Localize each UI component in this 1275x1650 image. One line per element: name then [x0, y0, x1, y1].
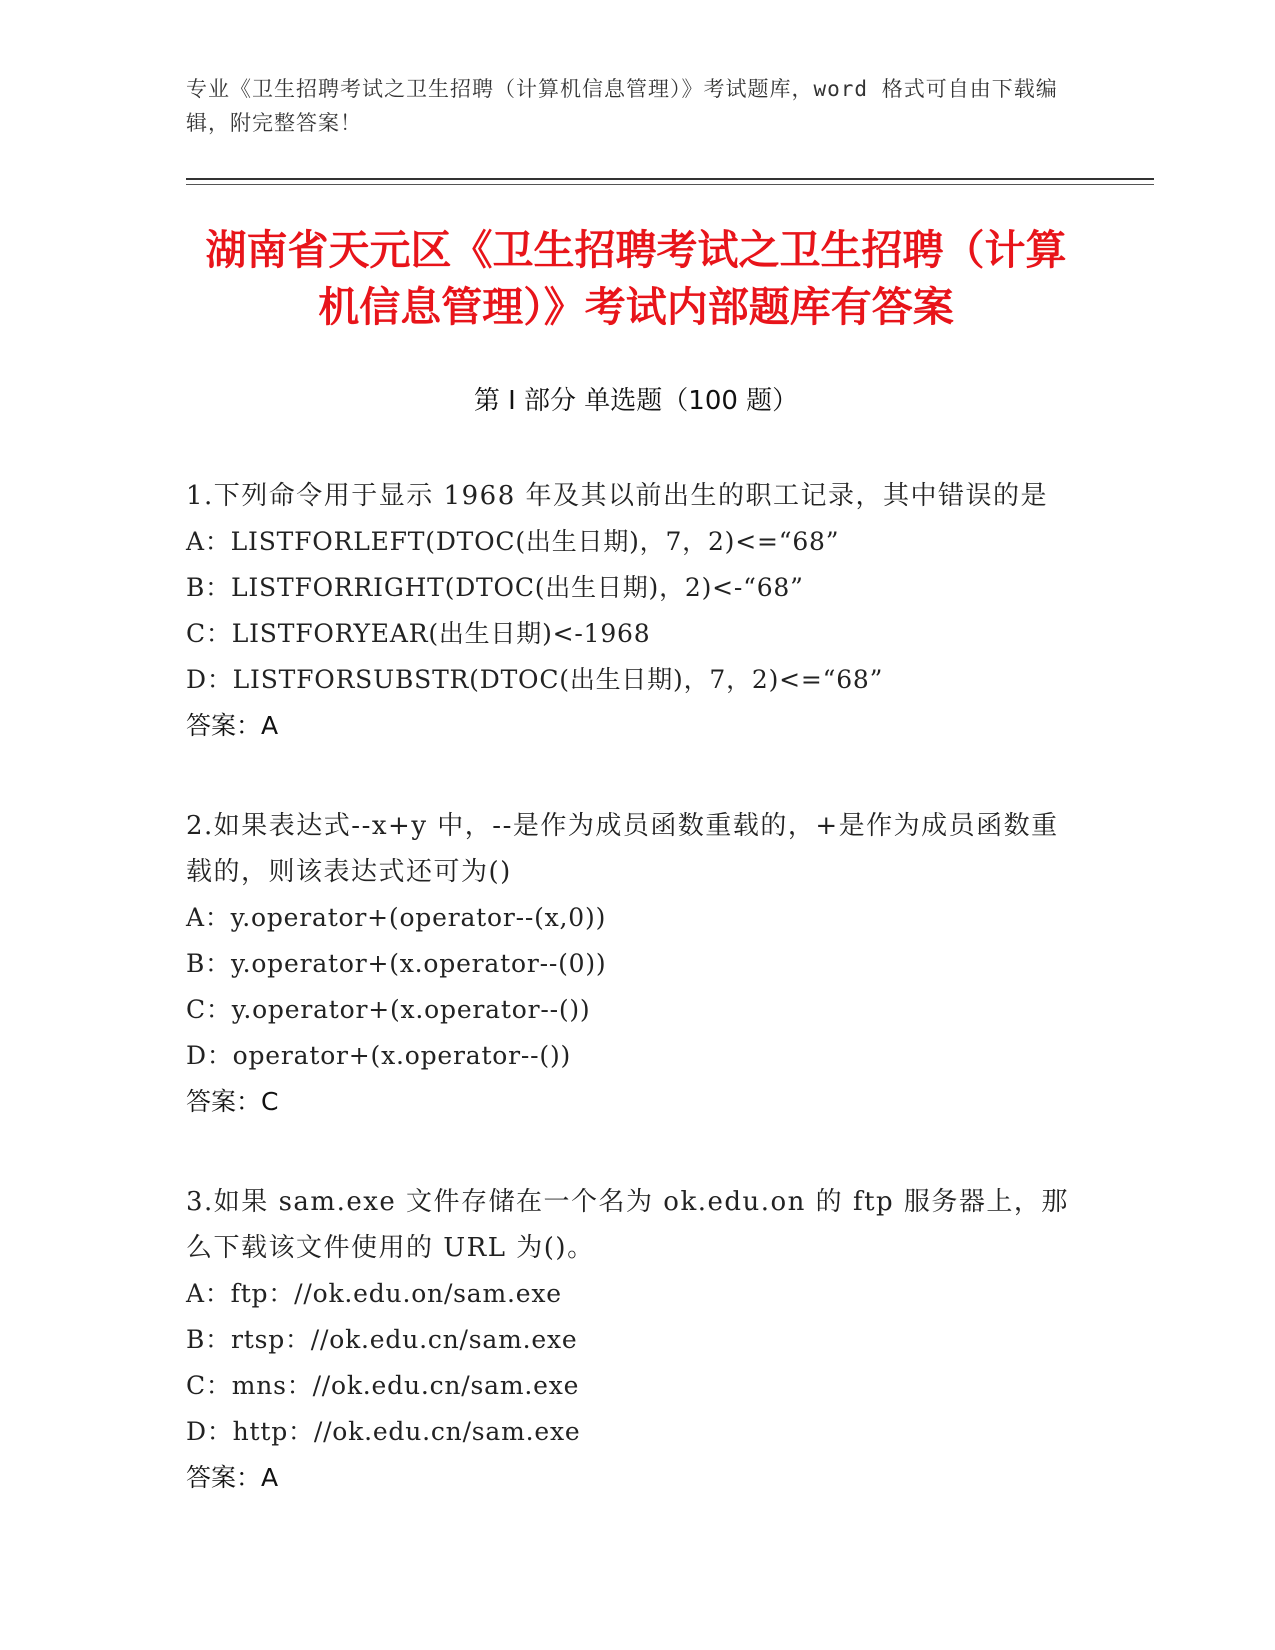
option-a: A：ftp：//ok.edu.on/sam.exe	[186, 1279, 562, 1308]
option-b: B：rtsp：//ok.edu.cn/sam.exe	[186, 1325, 578, 1354]
header-note: 专业《卫生招聘考试之卫生招聘（计算机信息管理）》考试题库，word 格式可自由下载编辑，附完整答案！	[186, 77, 1058, 135]
header-divider	[186, 178, 1154, 180]
question-stem: 1.下列命令用于显示 1968 年及其以前出生的职工记录，其中错误的是	[186, 481, 1049, 511]
option-d: D：http：//ok.edu.cn/sam.exe	[186, 1417, 581, 1446]
header-divider-thin	[186, 184, 1154, 185]
option-d: D：LISTFORSUBSTR(DTOC(出生日期)，7，2)<=“68”	[186, 665, 884, 694]
question-1	[186, 473, 1086, 749]
question-stem: 3.如果 sam.exe 文件存储在一个名为 ok.edu.on 的 ftp 服务器上，那么下载该文件使用的 URL 为()。	[186, 1187, 1069, 1263]
question-3	[186, 1179, 1086, 1501]
option-d: D：operator+(x.operator--())	[186, 1041, 572, 1070]
answer: 答案：C	[186, 1087, 279, 1116]
option-b: B：LISTFORRIGHT(DTOC(出生日期)，2)<-“68”	[186, 573, 804, 602]
question-list	[186, 473, 1086, 1555]
option-a: A：y.operator+(operator--(x,0))	[186, 903, 607, 932]
option-a: A：LISTFORLEFT(DTOC(出生日期)，7，2)<=“68”	[186, 527, 840, 556]
answer: 答案：A	[186, 711, 279, 740]
question-2	[186, 803, 1086, 1125]
option-c: C：mns：//ok.edu.cn/sam.exe	[186, 1371, 580, 1400]
question-stem: 2.如果表达式--x+y 中，--是作为成员函数重载的，+是作为成员函数重载的，则该表达式还可为()	[186, 811, 1059, 887]
section-heading: 第 I 部分 单选题（100 题）	[473, 386, 799, 416]
document-title: 湖南省天元区《卫生招聘考试之卫生招聘（计算机信息管理）》考试内部题库有答案	[205, 226, 1067, 331]
option-c: C：y.operator+(x.operator--())	[186, 995, 591, 1024]
answer: 答案：A	[186, 1463, 279, 1492]
option-c: C：LISTFORYEAR(出生日期)<-1968	[186, 619, 651, 648]
option-b: B：y.operator+(x.operator--(0))	[186, 949, 607, 978]
